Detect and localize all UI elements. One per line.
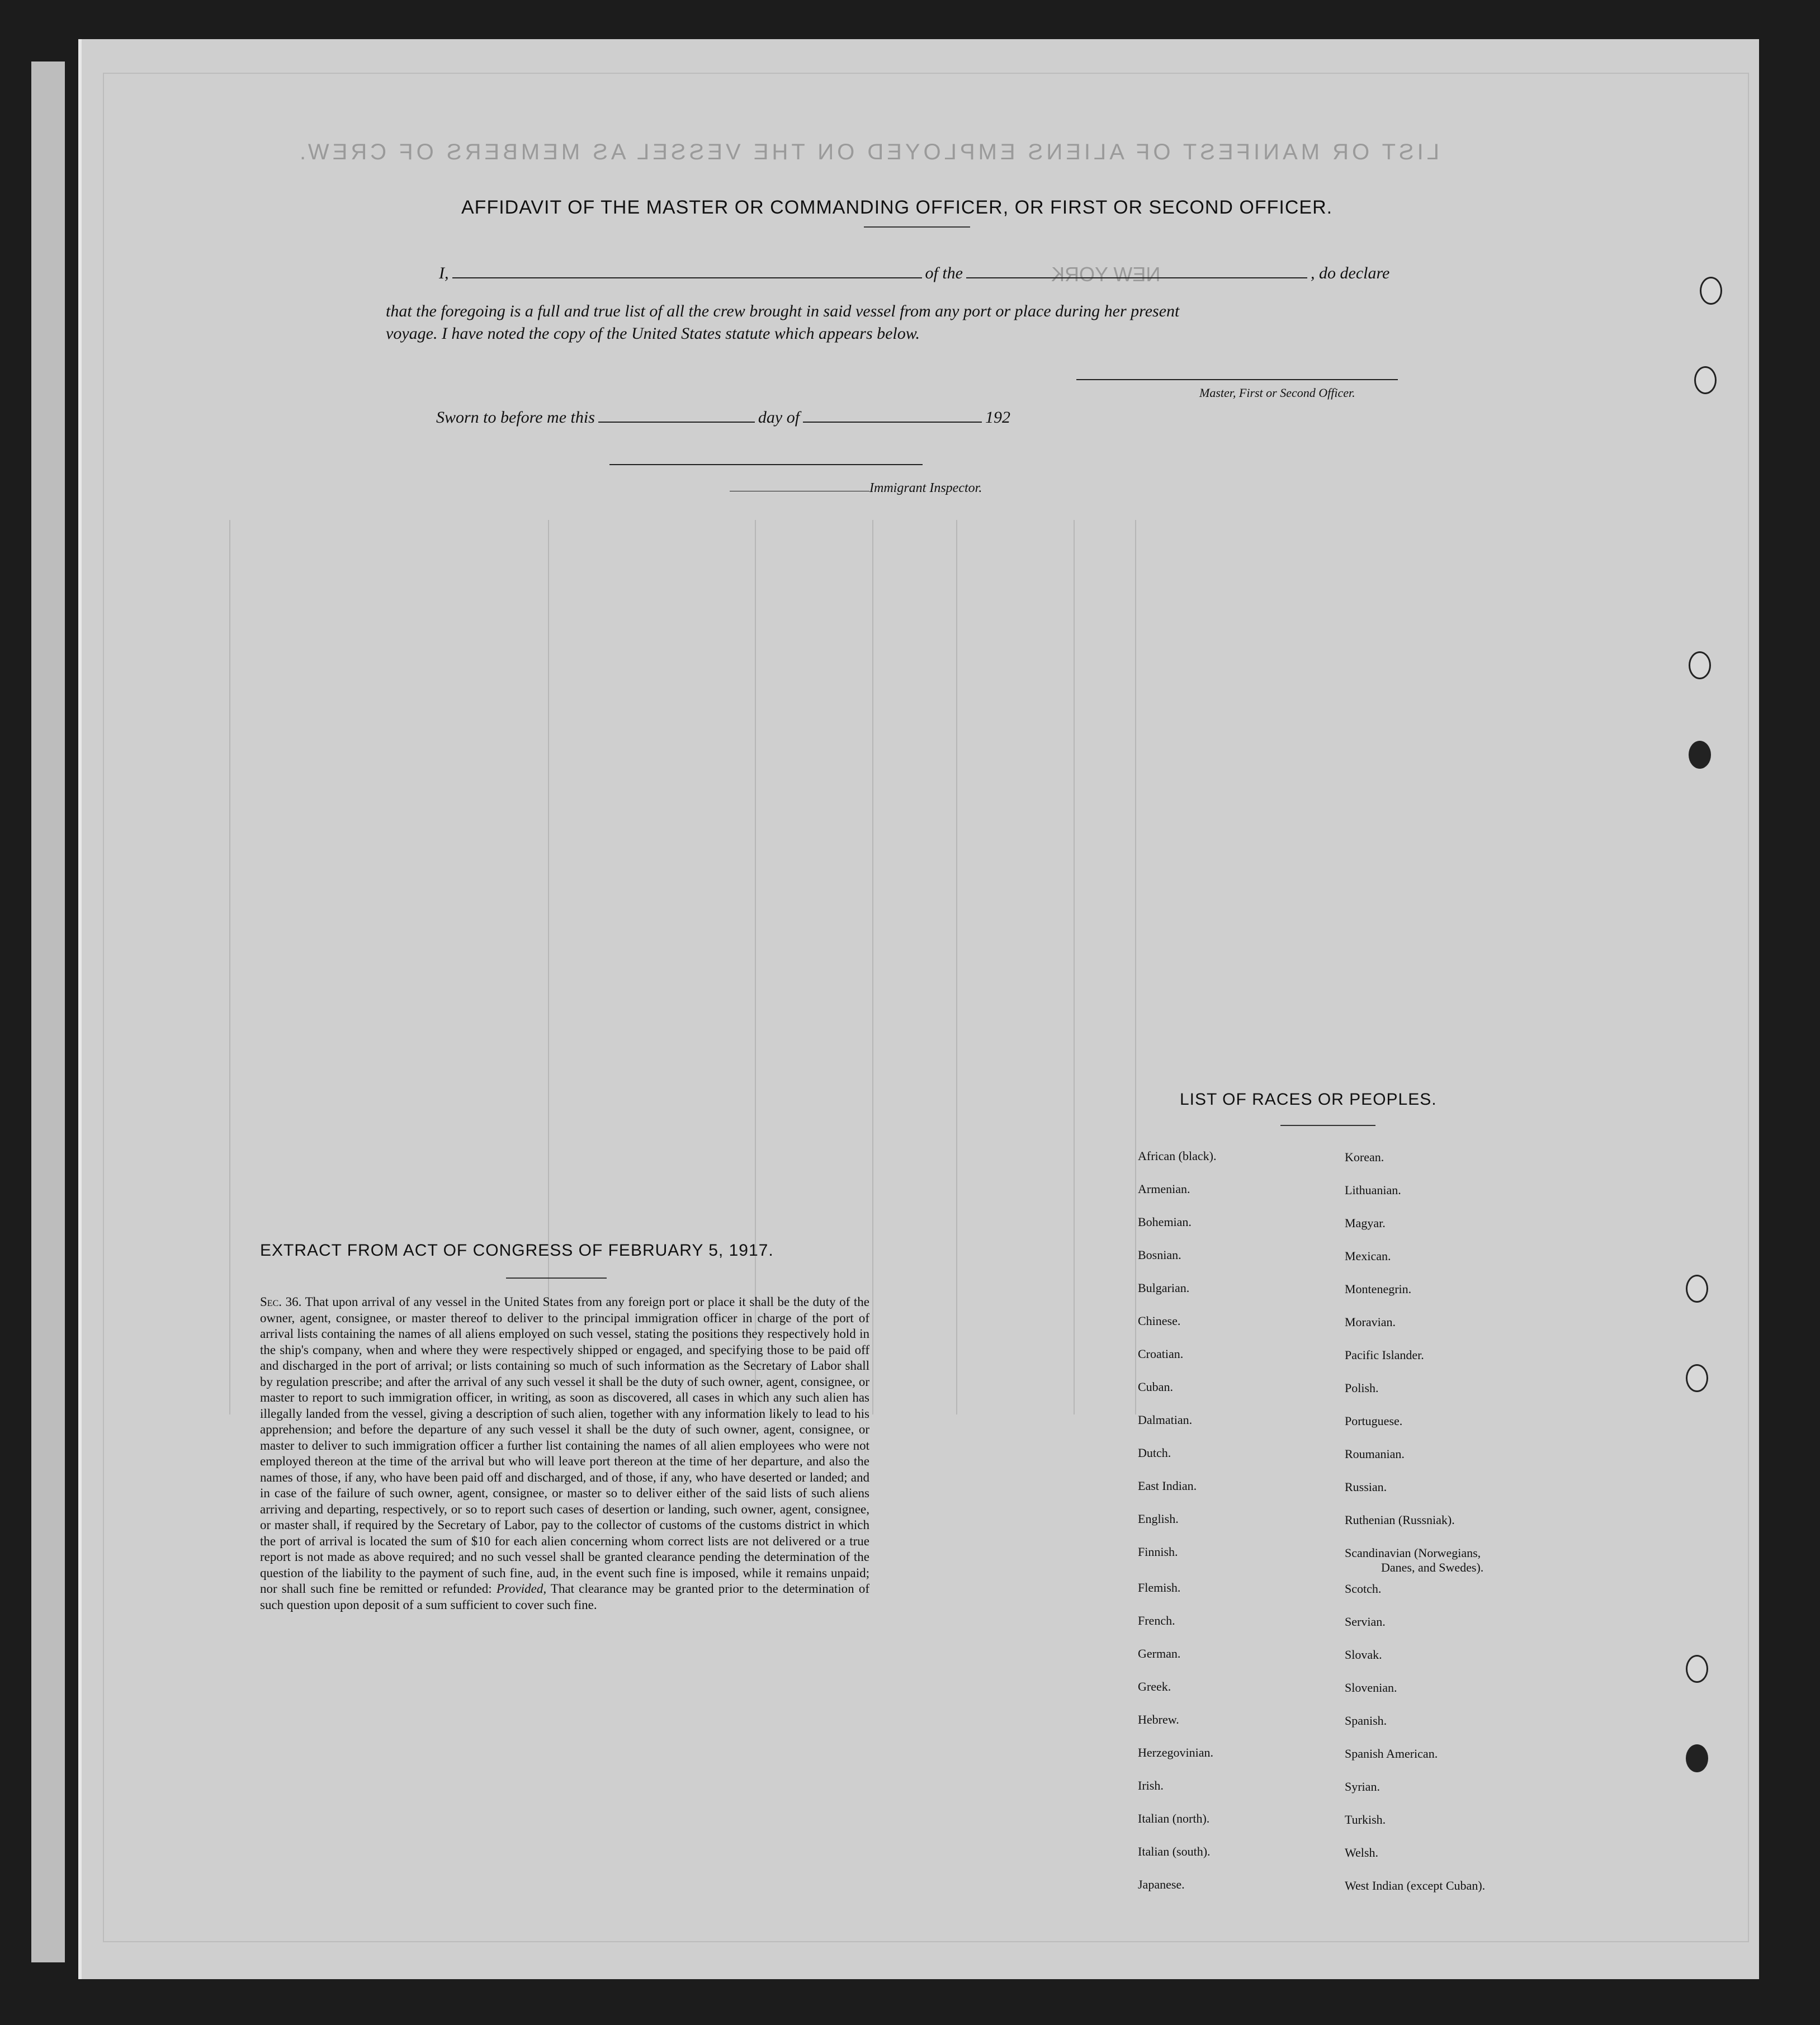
race-right-item: Welsh. [1345, 1846, 1378, 1860]
race-right-item: Ruthenian (Russniak). [1345, 1513, 1455, 1527]
race-right-item: West Indian (except Cuban). [1345, 1879, 1486, 1892]
race-left-item: Japanese. [1138, 1877, 1185, 1891]
race-left-item: Bohemian. [1138, 1215, 1192, 1229]
binder-hole [1700, 277, 1722, 305]
affidavit-line-1-start: I, [439, 264, 449, 282]
binder-hole [1689, 651, 1711, 679]
race-left-item: East Indian. [1138, 1479, 1197, 1493]
race-left-item: Italian (south). [1138, 1844, 1211, 1858]
sworn-day-field[interactable] [598, 422, 755, 423]
show-through-rule [1074, 520, 1075, 1414]
race-left-item: Herzegovinian. [1138, 1745, 1213, 1759]
show-through-header: LIST OR MANIFEST OF ALIENS EMPLOYED ON THE VESSEL AS MEMBERS OF CREW. [296, 140, 1440, 164]
race-right-item: Servian. [1345, 1615, 1386, 1629]
extract-title: EXTRACT FROM ACT OF CONGRESS OF FEBRUARY 5, 1917. [260, 1241, 774, 1260]
race-left-item: Italian (north). [1138, 1811, 1210, 1825]
race-left-item: Greek. [1138, 1679, 1171, 1693]
affidavit-line-1 [439, 264, 1389, 283]
affidavit-line-2: that the foregoing is a full and true list of all the crew brought in said vessel from any port or place during her present [386, 302, 1180, 320]
sworn-line-mid: day of [758, 408, 800, 427]
sworn-month-field[interactable] [803, 422, 982, 423]
binder-hole [1686, 1744, 1708, 1772]
page-border [103, 73, 1749, 1942]
affidavit-line-3: voyage. I have noted the copy of the United States statute which appears below. [386, 324, 920, 343]
sworn-line-start: Sworn to before me this [436, 408, 595, 427]
show-through-rule [229, 520, 230, 1414]
binder-hole [1686, 1655, 1708, 1683]
race-right-item: Lithuanian. [1345, 1183, 1401, 1197]
section-label: Sec. 36. [260, 1295, 302, 1309]
race-left-item: German. [1138, 1647, 1181, 1660]
race-right-item: Mexican. [1345, 1249, 1391, 1263]
race-left-item: Finnish. [1138, 1545, 1178, 1559]
race-left-item: Croatian. [1138, 1347, 1184, 1361]
race-right-item: Moravian. [1345, 1315, 1396, 1329]
vessel-name-field[interactable] [966, 277, 1307, 278]
race-right-item: Polish. [1345, 1381, 1379, 1395]
race-left-item: English. [1138, 1512, 1179, 1526]
race-right-item: Russian. [1345, 1480, 1387, 1494]
affidavit-title: AFFIDAVIT OF THE MASTER OR COMMANDING OFFICER, OR FIRST OR SECOND OFFICER. [461, 197, 1333, 218]
binder-hole [1686, 1275, 1708, 1303]
race-right-item: Montenegrin. [1345, 1282, 1412, 1296]
extract-separator [506, 1278, 607, 1279]
race-left-item: Cuban. [1138, 1380, 1173, 1394]
race-left-item: Dalmatian. [1138, 1413, 1193, 1427]
race-left-item: Bosnian. [1138, 1248, 1181, 1262]
show-through-rule [1135, 520, 1136, 1414]
race-left-item: Flemish. [1138, 1581, 1181, 1595]
race-right-item: Roumanian. [1345, 1447, 1405, 1461]
race-right-item: Spanish American. [1345, 1747, 1438, 1761]
master-name-field[interactable] [452, 277, 922, 278]
show-through-rule [548, 520, 549, 1414]
race-right-item: Magyar. [1345, 1216, 1386, 1230]
race-right-item: Syrian. [1345, 1780, 1380, 1794]
races-separator [1280, 1125, 1375, 1126]
extract-provided: Provided, [496, 1582, 547, 1596]
race-right-item: Pacific Islander. [1345, 1348, 1424, 1362]
show-through-rule [755, 520, 756, 1414]
binder-hole [1694, 366, 1717, 394]
show-through-port: NEW YORK [1051, 263, 1161, 286]
inspector-label: Immigrant Inspector. [869, 481, 982, 495]
show-through-rule [872, 520, 873, 1414]
race-left-item: Bulgarian. [1138, 1281, 1190, 1295]
race-right-item: Portuguese. [1345, 1414, 1403, 1428]
race-left-item: Irish. [1138, 1778, 1164, 1792]
race-right-item: Scandinavian (Norwegians, [1345, 1546, 1481, 1560]
master-signature-label: Master, First or Second Officer. [1199, 386, 1355, 400]
race-left-item: Dutch. [1138, 1446, 1171, 1460]
inspector-signature-line[interactable] [609, 464, 923, 465]
binder-hole [1689, 741, 1711, 769]
race-left-item: African (black). [1138, 1149, 1217, 1163]
affidavit-line-1-end: , do declare [1311, 264, 1390, 282]
race-left-item: Armenian. [1138, 1182, 1190, 1196]
race-left-item: Hebrew. [1138, 1712, 1179, 1726]
binder-hole [1686, 1364, 1708, 1392]
master-signature-line[interactable] [1076, 379, 1398, 380]
title-separator [864, 226, 970, 228]
races-title: LIST OF RACES OR PEOPLES. [1180, 1090, 1437, 1109]
extract-body [260, 1294, 869, 1613]
race-left-item: French. [1138, 1614, 1175, 1627]
sworn-line [436, 408, 1010, 427]
sworn-line-end: 192 [985, 408, 1011, 427]
extract-text-2: That clearance may be granted prior to the determination of such question upon deposit of a sum sufficient to cover such fine. [260, 1582, 869, 1612]
race-right-item: Slovak. [1345, 1648, 1382, 1662]
race-right-item: Turkish. [1345, 1813, 1386, 1827]
race-right-item: Spanish. [1345, 1714, 1387, 1728]
show-through-rule [956, 520, 957, 1414]
race-right-item: Scotch. [1345, 1582, 1382, 1596]
race-right-item: Slovenian. [1345, 1681, 1397, 1695]
race-right-item: Korean. [1345, 1150, 1384, 1164]
affidavit-line-1-mid: of the [925, 264, 963, 282]
race-right-item-continuation: Danes, and Swedes). [1381, 1560, 1484, 1574]
extract-text-1: That upon arrival of any vessel in the United States from any foreign port or place it shall be the duty of the owner, agent, consignee, or master thereof to deliver to the principal immigration officer in charge of the port of arrival lists containing the names of all aliens employed on such vessel, stating the positions they respectively hold in the ship's company, when and where they were respectively shipped or engaged, and specifying those to be paid off and discharged in the port of arrival; or lists containing so much of such information as the Secretary of Labor shall by regulation prescribe; and after the arrival of any such vessel it shall be the duty of such owner, agent, consignee, or master to report to such immigration officer, in writing, as soon as discovered, all cases in which any such alien has illegally landed from the vessel, giving a description of such alien, together with any information likely to lead to his apprehension; and before the departure of any such vessel it shall be the duty of such owner, agent, consignee, or master to deliver to such immigration officer a further list containing the names of all alien employees who were not employed thereon at the time of the arrival but who will leave port thereon at the time of her departure, and also the names of those, if any, who have been paid off and discharged, and of those, if any, who have deserted or landed; and in case of the failure of such owner, agent, consignee, or master so to deliver either of the said lists of such aliens arriving and departing, respectively, or so to report such cases of desertion or landing, such owner, agent, consignee, or master shall, if required by the Secretary of Labor, pay to the collector of customs of the customs district in which the port of arrival is located the sum of $10 for each alien concerning whom correct lists are not delivered or a true report is not made as above required; and no such vessel shall be granted clearance pending the determination of the question of the liability to the payment of such fine, aud, in the event such fine is imposed, while it remains unpaid; nor shall such fine be remitted or refunded: [260, 1295, 869, 1596]
race-left-item: Chinese. [1138, 1314, 1181, 1328]
